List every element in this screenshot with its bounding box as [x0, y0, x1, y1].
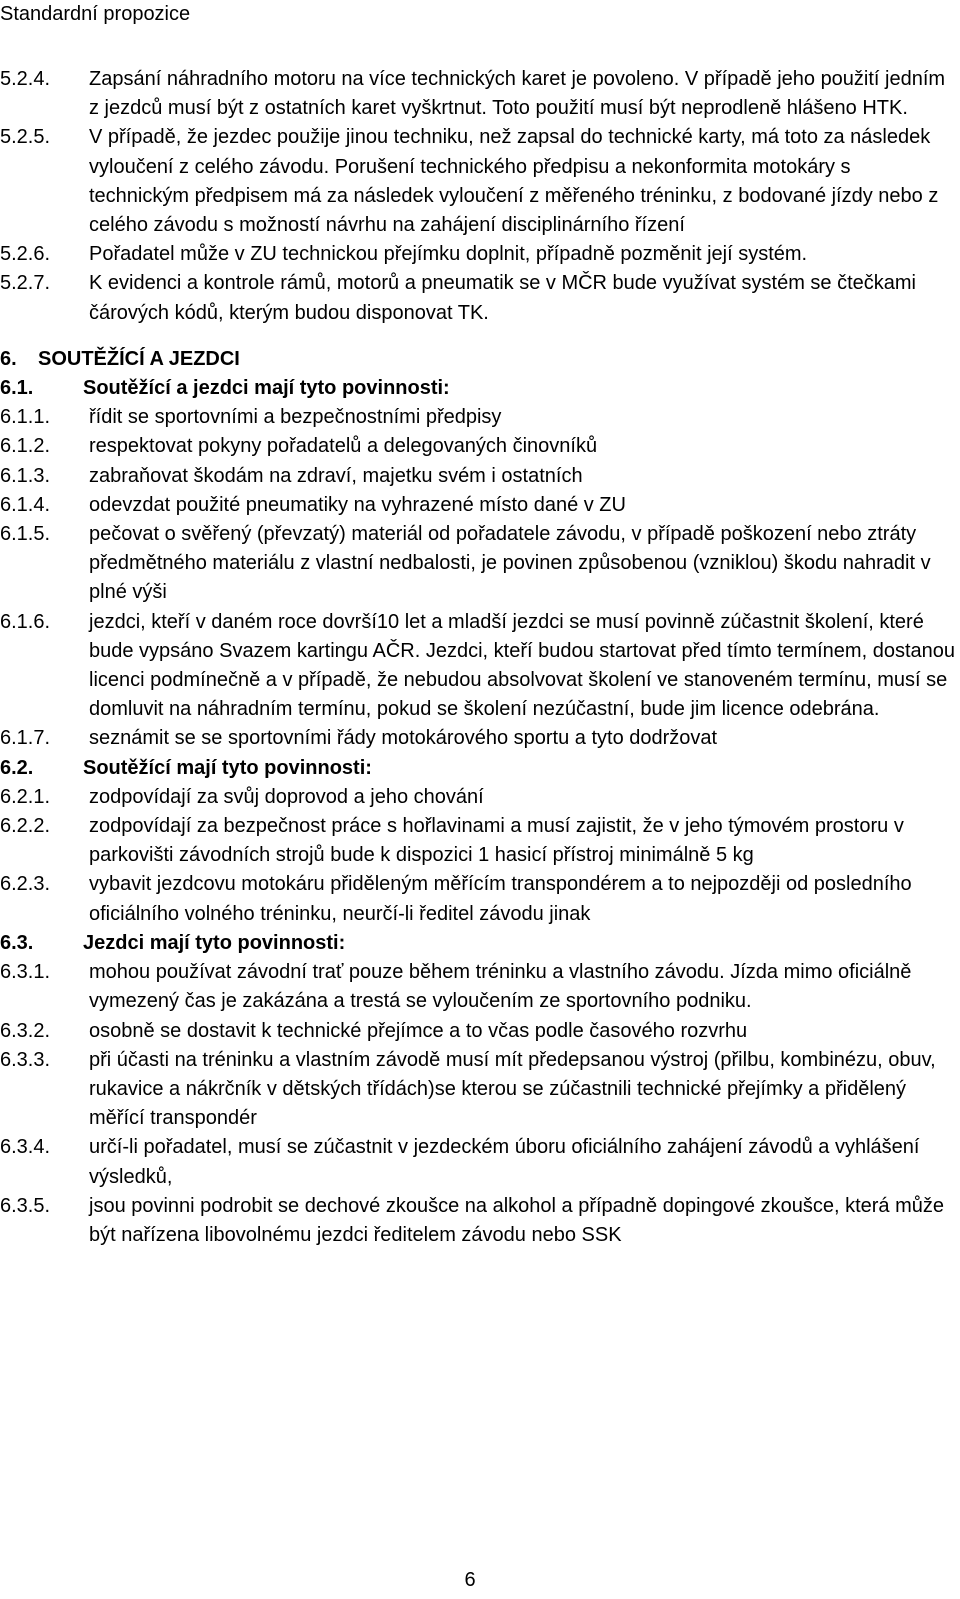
item-number: 6.1.5.: [0, 523, 51, 546]
subsection-title: Soutěžící a jezdci mají tyto povinnosti:: [83, 377, 450, 400]
item-text: Zapsání náhradního motoru na více technických karet je povoleno. V případě jeho použití jedním z jezdců musí být z ostatních karet vyškrtnut. Toto použití musí být neprodleně hlášeno HTK.: [89, 68, 946, 120]
list-item: [0, 783, 955, 812]
item-number: 6.1.1.: [0, 406, 51, 429]
item-number: 5.2.4.: [0, 68, 51, 90]
subsection-heading: [0, 754, 955, 783]
item-text: při účasti na tréninku a vlastním závodě musí mít předepsanou výstroj (přilbu, kombinézu, obuv, rukavice a nákrčník v dětských třídách)se kterou se zúčastnili technické přejímky a přidělený měřící transpondér: [89, 1048, 936, 1130]
item-text: určí-li pořadatel, musí se zúčastnit v jezdeckém úboru oficiálního zahájení závodů a vyhlášení výsledků,: [89, 1136, 920, 1188]
item-text: V případě, že jezdec použije jinou techniku, než zapsal do technické karty, má toto za následek vyloučení z celého závodu. Porušení technického předpisu a nekonformita motokáry s technickým předpisem má za následek vyloučení z měřeného tréninku, z bodované jízdy nebo z celého závodu s možností návrhu na zahájení disciplinárního řízení: [89, 126, 939, 237]
list-item: [0, 65, 955, 123]
subsection-number: 6.3.: [0, 931, 34, 954]
item-text: vybavit jezdcovu motokáru přiděleným měřícím transpondérem a to nejpozději od posledního oficiálního volného tréninku, neurčí-li ředitel závodu jinak: [89, 873, 912, 925]
spacer: [0, 328, 955, 345]
item-number: 6.3.4.: [0, 1136, 51, 1159]
item-text: osobně se dostavit k technické přejímce a to včas podle časového rozvrhu: [89, 1019, 748, 1042]
subsection-title: Jezdci mají tyto povinnosti:: [83, 931, 346, 954]
list-item: [0, 812, 955, 870]
item-number: 5.2.6.: [0, 243, 51, 266]
list-item: [0, 958, 955, 1016]
item-number: 6.1.7.: [0, 727, 51, 750]
list-item: [0, 240, 955, 269]
subsection-title: Soutěžící mají tyto povinnosti:: [83, 756, 372, 779]
item-number: 6.3.2.: [0, 1019, 51, 1042]
list-item: [0, 462, 955, 491]
item-text: zodpovídají za svůj doprovod a jeho chování: [89, 785, 484, 808]
item-text: zodpovídají za bezpečnost práce s hořlavinami a musí zajistit, že v jeho týmovém prostoru v parkovišti závodních strojů bude k dispozici 1 hasicí přístroj minimálně 5 kg: [89, 815, 904, 867]
item-text: seznámit se se sportovními řády motokárového sportu a tyto dodržovat: [89, 727, 718, 750]
subsection-number: 6.1.: [0, 377, 34, 400]
list-6-3: [0, 958, 955, 1250]
item-text: Pořadatel může v ZU technickou přejímku doplnit, případně pozměnit její systém.: [89, 243, 808, 266]
section-number: 6.: [0, 347, 17, 370]
section-title: SOUTĚŽÍCÍ A JEZDCI: [38, 347, 240, 370]
list-item: [0, 123, 955, 240]
item-number: 6.1.2.: [0, 435, 51, 458]
page-number: 6: [464, 1569, 476, 1591]
list-item: [0, 1046, 955, 1134]
list-item: [0, 491, 955, 520]
item-text: odevzdat použité pneumatiky na vyhrazené místo dané v ZU: [89, 493, 626, 516]
list-item: [0, 520, 955, 608]
item-number: 6.2.2.: [0, 815, 51, 838]
list-item: [0, 403, 955, 432]
list-item: [0, 1192, 955, 1250]
list-item: [0, 432, 955, 461]
subsection-heading: [0, 929, 955, 958]
list-item: [0, 269, 955, 327]
item-text: jezdci, kteří v daném roce dovrší10 let a mladší jezdci se musí povinně zúčastnit školení, které bude vypsáno Svazem kartingu AČR. Jezdci, kteří budou startovat před tímto termínem, dostanou licenci podmínečně a v případě, že nebudou absolvovat školení ve stanoveném termínu, musí se domluvit na náhradním termínu, pokud se školení nezúčastní, bude jim licence odebrána.: [89, 610, 955, 721]
item-number: 6.1.4.: [0, 493, 51, 516]
item-text: pečovat o svěřený (převzatý) materiál od pořadatele závodu, v případě poškození nebo ztráty předmětného materiálu z vlastní nedbalosti, je povinen způsobenou (vzniklou) škodu nahradit v plné výši: [89, 523, 931, 604]
block-5-2: [0, 65, 955, 328]
item-text: K evidenci a kontrole rámů, motorů a pneumatik se v MČR bude využívat systém se čtečkami čárových kódů, kterým budou disponovat TK.: [89, 272, 917, 324]
list-6-1: [0, 403, 955, 753]
document-body: [0, 65, 955, 1250]
item-number: 6.2.3.: [0, 873, 51, 896]
item-text: respektovat pokyny pořadatelů a delegovaných činovníků: [89, 435, 598, 458]
item-text: řídit se sportovními a bezpečnostními předpisy: [89, 406, 502, 429]
item-text: jsou povinni podrobit se dechové zkoušce na alkohol a případně dopingové zkoušce, která může být nařízena libovolnému jezdci ředitelem závodu nebo SSK: [89, 1194, 944, 1246]
list-item: [0, 608, 955, 725]
item-number: 5.2.5.: [0, 126, 51, 149]
list-item: [0, 1017, 955, 1046]
item-number: 6.3.1.: [0, 961, 51, 984]
list-item: [0, 870, 955, 928]
item-number: 5.2.7.: [0, 272, 51, 295]
item-number: 6.1.6.: [0, 610, 51, 633]
item-number: 6.2.1.: [0, 785, 51, 808]
subsection-number: 6.2.: [0, 756, 34, 779]
item-text: zabraňovat škodám na zdraví, majetku svém i ostatních: [89, 464, 583, 487]
item-text: mohou používat závodní trať pouze během tréninku a vlastního závodu. Jízda mimo oficiálně vymezený čas je zakázána a trestá se vyloučením ze sportovního podniku.: [89, 961, 912, 1013]
list-item: [0, 1133, 955, 1191]
list-6-2: [0, 783, 955, 929]
item-number: 6.3.3.: [0, 1048, 51, 1071]
subsection-heading: [0, 374, 955, 403]
section-heading: [0, 345, 955, 374]
item-number: 6.3.5.: [0, 1194, 51, 1217]
list-item: [0, 724, 955, 753]
item-number: 6.1.3.: [0, 464, 51, 487]
page-header: Standardní propozice: [0, 3, 191, 25]
